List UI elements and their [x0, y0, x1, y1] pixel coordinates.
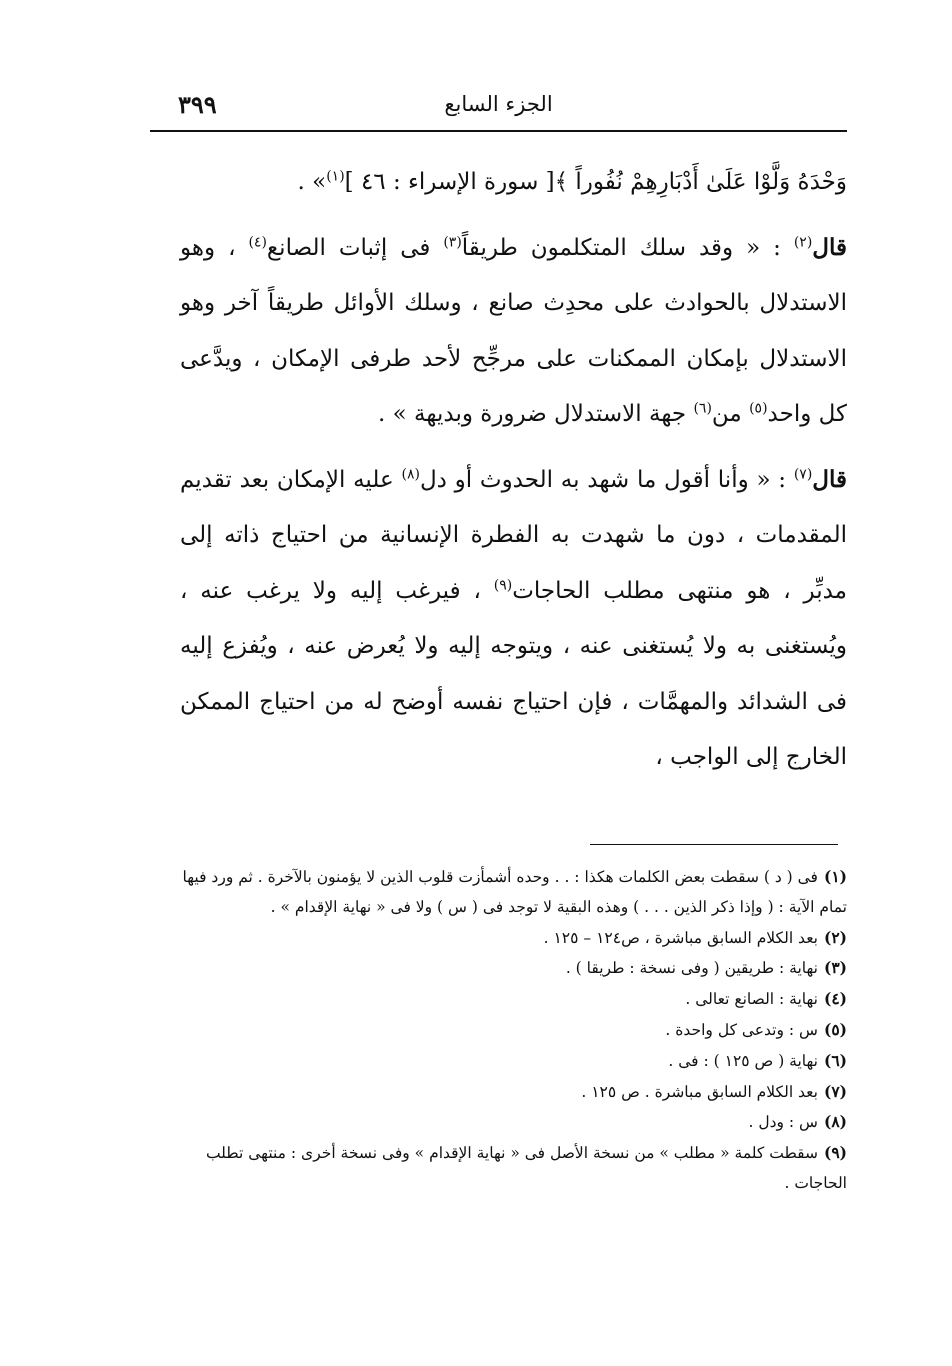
footnote-text: س : وتدعى كل واحدة . [665, 1020, 818, 1039]
running-title: الجزء السابع [444, 92, 553, 116]
footnote-ref: (٩) [493, 576, 513, 593]
footnote [180, 1046, 847, 1077]
footnote-text: س : ودل . [748, 1113, 818, 1132]
footnote [180, 923, 847, 954]
footnote [180, 1138, 847, 1199]
verse-line [180, 155, 847, 211]
footnote-number: (٦) [823, 1050, 847, 1070]
footnote-number: (٩) [823, 1143, 847, 1163]
footnote-number: (٨) [823, 1112, 847, 1132]
main-text [180, 155, 847, 786]
footnote-text: بعد الكلام السابق مباشرة ، ص١٢٤ – ١٢٥ . [543, 928, 818, 947]
footnote [180, 1015, 847, 1046]
footnote-ref: (١) [326, 168, 345, 185]
footnote [180, 862, 847, 923]
header-rule [150, 130, 847, 132]
footnote-number: (٤) [823, 989, 847, 1009]
footnote [180, 953, 847, 984]
paragraph-1 [180, 220, 847, 443]
footnotes [180, 862, 847, 1199]
text-run: جهة الاستدلال ضرورة وبديهة » . [378, 401, 694, 427]
footnote-text: نهاية ( ص ١٢٥ ) : فى . [668, 1051, 818, 1070]
footnote-ref: (٧) [793, 465, 813, 482]
footnote [180, 1107, 847, 1138]
text-run: من [711, 401, 750, 427]
footnote-ref: (٨) [401, 465, 420, 482]
running-header [150, 86, 847, 122]
footnote-text: نهاية : الصانع تعالى . [685, 990, 818, 1009]
footnote [180, 984, 847, 1015]
footnote-ref: (٦) [693, 400, 712, 417]
footnote-number: (٧) [823, 1081, 847, 1101]
footnote-number: (١) [823, 867, 847, 886]
lead-word: قال [812, 465, 847, 493]
footnote-ref: (٣) [443, 233, 462, 250]
footnote-ref: (٢) [793, 233, 813, 250]
text-run: : « وقد سلك المتكلمون طريقاً [461, 234, 794, 261]
footnote-number: (٢) [823, 927, 847, 947]
paragraph-2 [180, 452, 847, 786]
lead-word: قال [812, 233, 848, 261]
verse-close: » . [297, 169, 327, 195]
footnote-text: نهاية : طريقين ( وفى نسخة : طريقا ) . [565, 959, 818, 978]
footnote-ref: (٥) [749, 400, 768, 417]
footnote-ref: (٤) [248, 233, 267, 250]
text-run: عليه الإمكان بعد تقديم المقدمات ، دون ما شهدت به الفطرة الإنسانية من احتياج ذاته إلى مدبِّر ، هو منتهى مطلب الحاجات [180, 466, 847, 604]
footnote-number: (٣) [823, 958, 847, 978]
footnote-text: بعد الكلام السابق مباشرة . ص ١٢٥ . [581, 1082, 818, 1101]
quran-verse: وَحْدَهُ وَلَّوْا عَلَىٰ أَدْبَارِهِمْ نُفُوراً ﴾[ سورة الإسراء : ٤٦ ] [344, 169, 847, 195]
page-number: ٣٩٩ [178, 90, 217, 119]
footnote-text: فى ( د ) سقطت بعض الكلمات هكذا : . . وحده أشمأزت قلوب الذين لا يؤمنون بالآخرة . ثم ورد فيها تمام الآية : ( وإذا ذكر الذين . . . ) وهذه البقية لا توجد فى ( س ) ولا فى « نهاية الإقدام » . [182, 868, 847, 916]
text-run: ، وهو الاستدلال بالحوادث على محدِث صانع ، وسلك الأوائل طريقاً آخر وهو الاستدلال بإمكان الممكنات على مرجِّح لأحد طرفى الإمكان ، ويدَّعى كل واحد [180, 234, 847, 427]
text-run: ، فيرغب إليه ولا يرغب عنه ، ويُستغنى به ولا يُستغنى عنه ، ويتوجه إليه ولا يُعرض عنه ، ويُفزع إليه فى الشدائد والمهمَّات ، فإن احتياج نفسه أوضح له من احتياج الممكن الخارج إلى الواجب ، [180, 577, 847, 770]
footnote-text: سقطت كلمة « مطلب » من نسخة الأصل فى « نهاية الإقدام » وفى نسخة أخرى : منتهى تطلب الحاجات . [205, 1144, 847, 1192]
text-run: : « وأنا أقول ما شهد به الحدوث أو دل [419, 466, 794, 493]
footnote-number: (٥) [823, 1019, 847, 1039]
footnote-rule [590, 844, 838, 845]
text-run: فى إثبات الصانع [266, 234, 444, 261]
footnote [180, 1077, 847, 1108]
